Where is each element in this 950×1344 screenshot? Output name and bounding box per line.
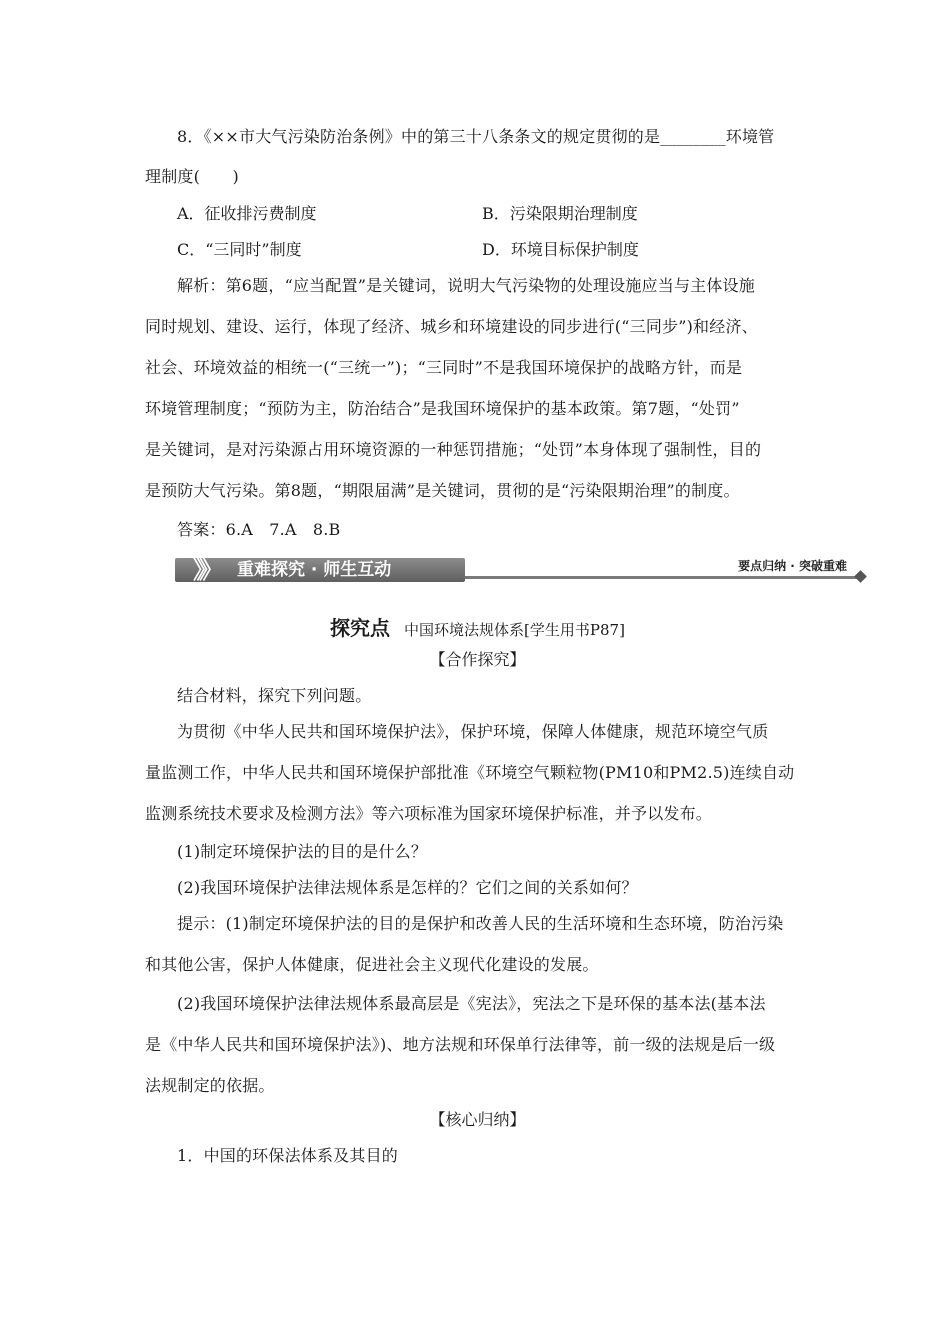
option-b: B．污染限期治理制度 <box>482 204 638 223</box>
banner-rule <box>460 576 857 579</box>
hint-line: 提示：(1)制定环境保护法的目的是保护和改善人民的生活环境和生态环境，防治污染 <box>177 914 784 933</box>
chevron-right-icon: 》》 <box>193 556 217 584</box>
diamond-icon <box>854 570 867 583</box>
hint-line: (2)我国环境保护法律法规体系最高层是《宪法》，宪法之下是环保的基本法(基本法 <box>177 994 766 1013</box>
banner-subtitle: 要点归纳 · 突破重难 <box>738 559 847 573</box>
analysis-line: 环境管理制度；“预防为主，防治结合”是我国环境保护的基本政策。第7题，“处罚” <box>145 399 740 418</box>
cooperative-inquiry-heading: 【合作探究】 <box>429 650 526 669</box>
question-1: (1)制定环境保护法的目的是什么？ <box>177 842 428 861</box>
analysis-line: 是预防大气污染。第8题，“期限届满”是关键词，贯彻的是“污染限期治理”的制度。 <box>145 481 740 500</box>
option-c: C．“三同时”制度 <box>177 240 302 259</box>
option-a: A．征收排污费制度 <box>177 204 317 223</box>
summary-item-1: 1．中国的环保法体系及其目的 <box>177 1146 398 1165</box>
section-label: 探究点 <box>330 616 391 640</box>
section-heading <box>145 612 810 641</box>
intro-text: 结合材料，探究下列问题。 <box>177 686 372 705</box>
banner-title: 重难探究 · 师生互动 <box>237 560 392 580</box>
material-line: 监测系统技术要求及检测方法》等六项标准为国家环境保护标准，并予以发布。 <box>145 804 713 823</box>
analysis-line: 解析：第6题，“应当配置”是关键词，说明大气污染物的处理设施应当与主体设施 <box>177 276 755 295</box>
section-title: 中国环境法规体系[学生用书P87] <box>404 621 625 639</box>
option-d: D．环境目标保护制度 <box>482 240 639 259</box>
question-2: (2)我国环境保护法律法规体系是怎样的？它们之间的关系如何？ <box>177 878 638 897</box>
material-line: 为贯彻《中华人民共和国环境保护法》，保护环境，保障人体健康，规范环境空气质 <box>177 722 769 741</box>
hint-line: 和其他公害，保护人体健康，促进社会主义现代化建设的发展。 <box>145 955 599 974</box>
question-8-line1: 8．《××市大气污染防治条例》中的第三十八条条文的规定贯彻的是________环境管 <box>177 127 775 146</box>
hint-line: 法规制定的依据。 <box>145 1076 275 1095</box>
analysis-line: 同时规划、建设、运行，体现了经济、城乡和环境建设的同步进行(“三同步”)和经济、 <box>145 317 758 336</box>
material-line: 量监测工作，中华人民共和国环境保护部批准《环境空气颗粒物(PM10和PM2.5)连续自动 <box>145 763 795 782</box>
question-8-line2: 理制度( ) <box>145 167 239 186</box>
answer-line: 答案：6.A 7.A 8.B <box>177 520 341 539</box>
analysis-line: 社会、环境效益的相统一(“三统一”)；“三同时”不是我国环境保护的战略方针，而是 <box>145 358 743 377</box>
core-summary-heading: 【核心归纳】 <box>429 1110 526 1129</box>
analysis-line: 是关键词，是对污染源占用环境资源的一种惩罚措施；“处罚”本身体现了强制性，目的 <box>145 440 762 459</box>
section-banner <box>175 556 865 586</box>
hint-line: 是《中华人民共和国环境保护法》)、地方法规和环保单行法律等，前一级的法规是后一级 <box>145 1035 776 1054</box>
